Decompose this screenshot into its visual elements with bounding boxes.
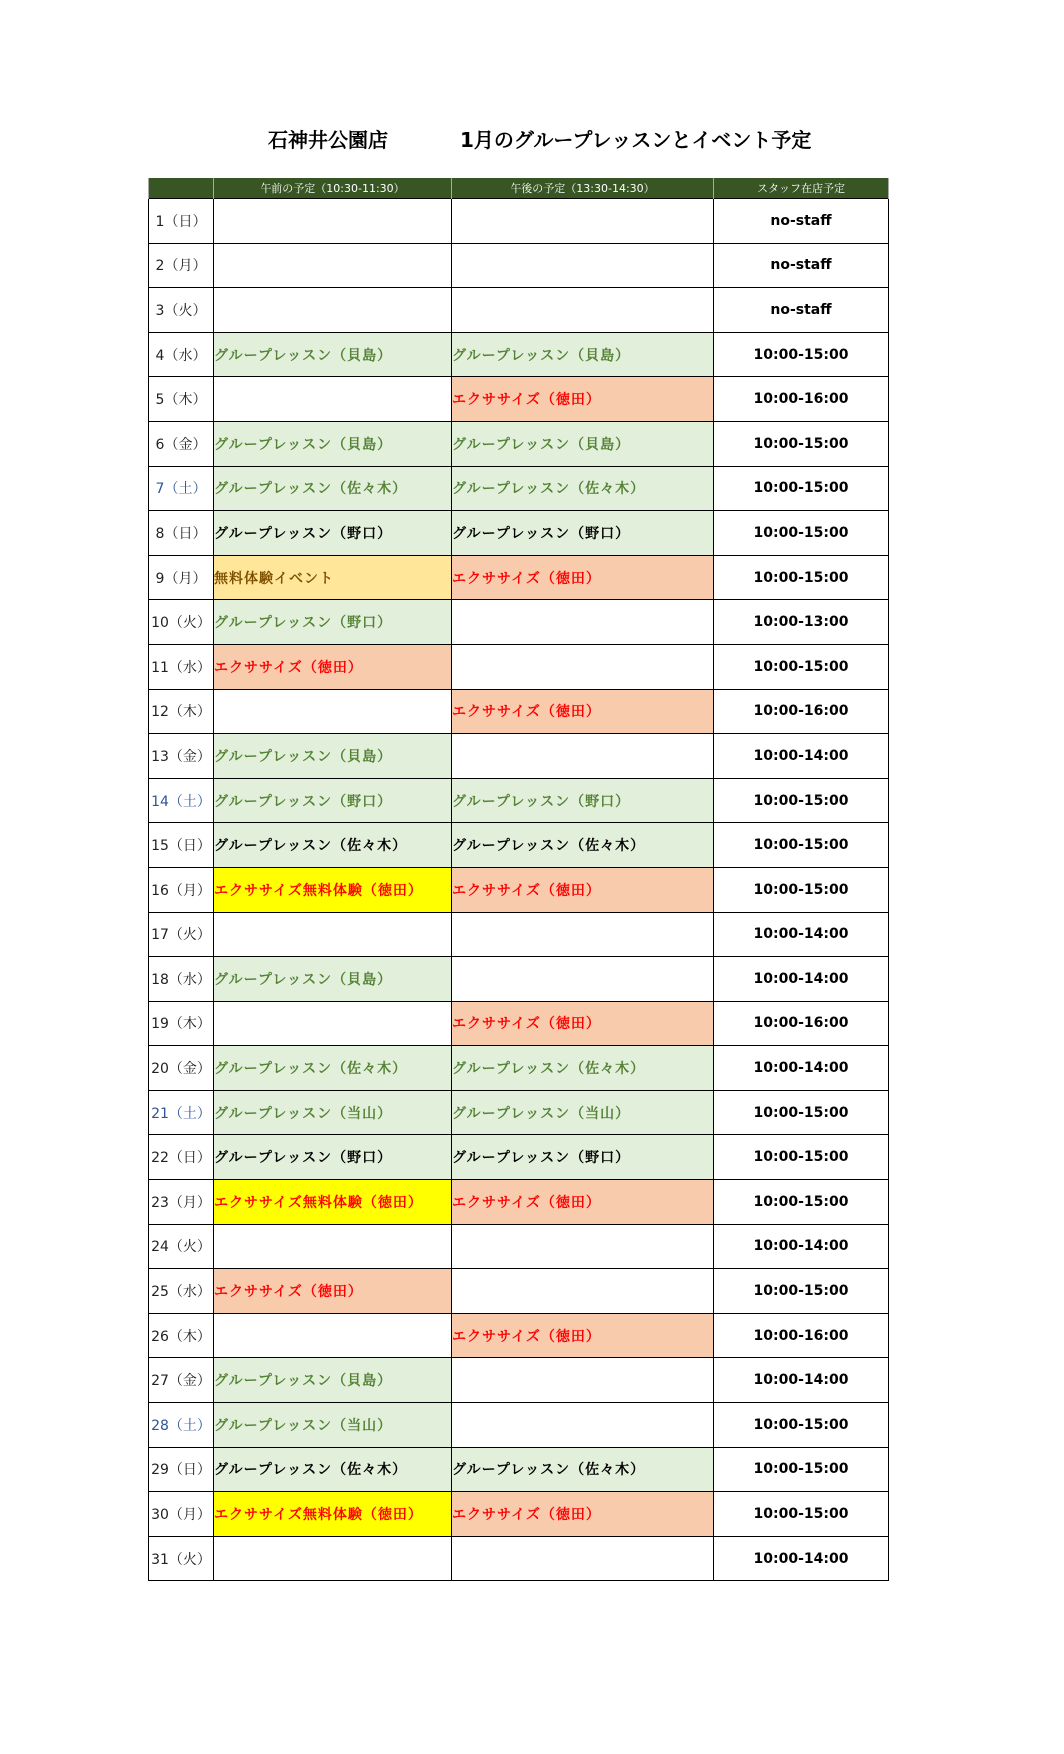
staff-hours-cell: 10:00-16:00 — [714, 1313, 889, 1358]
pm-schedule-cell — [452, 199, 714, 244]
pm-schedule-cell — [452, 957, 714, 1002]
day-cell: 8（日） — [149, 511, 214, 556]
pm-schedule-cell — [452, 1403, 714, 1448]
day-cell: 5（木） — [149, 377, 214, 422]
pm-schedule-cell: グループレッスン（佐々木） — [452, 823, 714, 868]
table-row — [149, 288, 889, 333]
pm-schedule-cell — [452, 1269, 714, 1314]
am-schedule-cell: エクササイズ無料体験（徳田） — [214, 1180, 452, 1225]
am-schedule-cell: エクササイズ（徳田） — [214, 644, 452, 689]
table-row — [149, 1403, 889, 1448]
staff-hours-cell: 10:00-15:00 — [714, 823, 889, 868]
staff-hours-cell: 10:00-15:00 — [714, 421, 889, 466]
staff-hours-cell: 10:00-15:00 — [714, 1090, 889, 1135]
store-name: 石神井公園店 — [268, 128, 388, 152]
day-cell: 4（水） — [149, 332, 214, 377]
day-cell: 11（水） — [149, 644, 214, 689]
staff-hours-cell: 10:00-15:00 — [714, 1403, 889, 1448]
am-schedule-cell — [214, 689, 452, 734]
am-schedule-cell: エクササイズ無料体験（徳田） — [214, 867, 452, 912]
staff-hours-cell: 10:00-14:00 — [714, 912, 889, 957]
table-row — [149, 421, 889, 466]
pm-schedule-cell: グループレッスン（野口） — [452, 511, 714, 556]
pm-schedule-cell: エクササイズ（徳田） — [452, 377, 714, 422]
table-row — [149, 243, 889, 288]
day-cell: 13（金） — [149, 734, 214, 779]
page-title: 1月のグループレッスンとイベント予定 — [460, 128, 812, 152]
day-cell: 2（月） — [149, 243, 214, 288]
day-cell: 26（木） — [149, 1313, 214, 1358]
pm-schedule-cell — [452, 1358, 714, 1403]
day-cell: 16（月） — [149, 867, 214, 912]
day-cell: 9（月） — [149, 555, 214, 600]
header-am: 午前の予定（10:30-11:30） — [214, 178, 452, 199]
table-row — [149, 1447, 889, 1492]
header-staff: スタッフ在店予定 — [714, 178, 889, 199]
staff-hours-cell: 10:00-15:00 — [714, 778, 889, 823]
day-cell: 23（月） — [149, 1180, 214, 1225]
day-cell: 15（日） — [149, 823, 214, 868]
table-row — [149, 734, 889, 779]
am-schedule-cell: グループレッスン（貝島） — [214, 957, 452, 1002]
staff-hours-cell: 10:00-14:00 — [714, 1224, 889, 1269]
day-cell: 25（水） — [149, 1269, 214, 1314]
am-schedule-cell: グループレッスン（貝島） — [214, 421, 452, 466]
staff-hours-cell: 10:00-14:00 — [714, 734, 889, 779]
header-day — [149, 178, 214, 199]
day-cell: 18（水） — [149, 957, 214, 1002]
am-schedule-cell — [214, 1224, 452, 1269]
day-cell: 28（土） — [149, 1403, 214, 1448]
staff-hours-cell: 10:00-14:00 — [714, 1046, 889, 1091]
table-row — [149, 957, 889, 1002]
day-cell: 29（日） — [149, 1447, 214, 1492]
am-schedule-cell: グループレッスン（当山） — [214, 1090, 452, 1135]
table-row — [149, 555, 889, 600]
am-schedule-cell: グループレッスン（佐々木） — [214, 1447, 452, 1492]
staff-hours-cell: 10:00-15:00 — [714, 555, 889, 600]
table-row — [149, 867, 889, 912]
am-schedule-cell: グループレッスン（貝島） — [214, 734, 452, 779]
table-row — [149, 1313, 889, 1358]
am-schedule-cell — [214, 243, 452, 288]
table-row — [149, 511, 889, 556]
table-row — [149, 778, 889, 823]
table-row — [149, 1224, 889, 1269]
am-schedule-cell: グループレッスン（野口） — [214, 600, 452, 645]
day-cell: 24（火） — [149, 1224, 214, 1269]
am-schedule-cell: グループレッスン（野口） — [214, 511, 452, 556]
pm-schedule-cell: エクササイズ（徳田） — [452, 867, 714, 912]
table-row — [149, 823, 889, 868]
am-schedule-cell: グループレッスン（佐々木） — [214, 466, 452, 511]
pm-schedule-cell: エクササイズ（徳田） — [452, 1492, 714, 1537]
pm-schedule-cell — [452, 644, 714, 689]
staff-hours-cell: no-staff — [714, 243, 889, 288]
day-cell: 31（火） — [149, 1536, 214, 1581]
day-cell: 17（火） — [149, 912, 214, 957]
table-row — [149, 1358, 889, 1403]
staff-hours-cell: 10:00-14:00 — [714, 1536, 889, 1581]
day-cell: 3（火） — [149, 288, 214, 333]
am-schedule-cell — [214, 912, 452, 957]
pm-schedule-cell: グループレッスン（当山） — [452, 1090, 714, 1135]
schedule-body — [149, 199, 889, 1581]
staff-hours-cell: 10:00-16:00 — [714, 689, 889, 734]
pm-schedule-cell: エクササイズ（徳田） — [452, 1001, 714, 1046]
day-cell: 10（火） — [149, 600, 214, 645]
table-row — [149, 912, 889, 957]
table-row — [149, 466, 889, 511]
table-row — [149, 600, 889, 645]
staff-hours-cell: 10:00-15:00 — [714, 1180, 889, 1225]
am-schedule-cell — [214, 288, 452, 333]
am-schedule-cell: グループレッスン（佐々木） — [214, 823, 452, 868]
am-schedule-cell: エクササイズ（徳田） — [214, 1269, 452, 1314]
pm-schedule-cell: エクササイズ（徳田） — [452, 1180, 714, 1225]
header-pm: 午後の予定（13:30-14:30） — [452, 178, 714, 199]
table-row — [149, 1001, 889, 1046]
am-schedule-cell: グループレッスン（貝島） — [214, 1358, 452, 1403]
staff-hours-cell: 10:00-15:00 — [714, 1447, 889, 1492]
staff-hours-cell: 10:00-15:00 — [714, 1135, 889, 1180]
pm-schedule-cell — [452, 912, 714, 957]
table-row — [149, 1046, 889, 1091]
table-row — [149, 1269, 889, 1314]
staff-hours-cell: 10:00-15:00 — [714, 332, 889, 377]
am-schedule-cell — [214, 1001, 452, 1046]
am-schedule-cell: グループレッスン（貝島） — [214, 332, 452, 377]
am-schedule-cell: グループレッスン（野口） — [214, 778, 452, 823]
day-cell: 20（金） — [149, 1046, 214, 1091]
pm-schedule-cell: グループレッスン（貝島） — [452, 421, 714, 466]
pm-schedule-cell — [452, 1224, 714, 1269]
pm-schedule-cell: グループレッスン（佐々木） — [452, 1046, 714, 1091]
table-row — [149, 689, 889, 734]
pm-schedule-cell — [452, 288, 714, 333]
am-schedule-cell: グループレッスン（野口） — [214, 1135, 452, 1180]
pm-schedule-cell: エクササイズ（徳田） — [452, 689, 714, 734]
table-row — [149, 644, 889, 689]
staff-hours-cell: 10:00-13:00 — [714, 600, 889, 645]
table-row — [149, 1492, 889, 1537]
am-schedule-cell — [214, 377, 452, 422]
staff-hours-cell: 10:00-16:00 — [714, 377, 889, 422]
day-cell: 19（木） — [149, 1001, 214, 1046]
staff-hours-cell: 10:00-15:00 — [714, 1269, 889, 1314]
staff-hours-cell: 10:00-15:00 — [714, 466, 889, 511]
pm-schedule-cell — [452, 1536, 714, 1581]
table-row — [149, 1180, 889, 1225]
staff-hours-cell: 10:00-14:00 — [714, 1358, 889, 1403]
day-cell: 12（木） — [149, 689, 214, 734]
pm-schedule-cell: エクササイズ（徳田） — [452, 555, 714, 600]
am-schedule-cell: 無料体験イベント — [214, 555, 452, 600]
staff-hours-cell: no-staff — [714, 199, 889, 244]
pm-schedule-cell — [452, 600, 714, 645]
day-cell: 6（金） — [149, 421, 214, 466]
table-row — [149, 1536, 889, 1581]
staff-hours-cell: 10:00-15:00 — [714, 644, 889, 689]
am-schedule-cell: エクササイズ無料体験（徳田） — [214, 1492, 452, 1537]
pm-schedule-cell: エクササイズ（徳田） — [452, 1313, 714, 1358]
am-schedule-cell — [214, 1313, 452, 1358]
staff-hours-cell: 10:00-16:00 — [714, 1001, 889, 1046]
schedule-table — [148, 178, 889, 1581]
am-schedule-cell: グループレッスン（佐々木） — [214, 1046, 452, 1091]
staff-hours-cell: no-staff — [714, 288, 889, 333]
pm-schedule-cell: グループレッスン（貝島） — [452, 332, 714, 377]
day-cell: 22（日） — [149, 1135, 214, 1180]
day-cell: 1（日） — [149, 199, 214, 244]
day-cell: 27（金） — [149, 1358, 214, 1403]
am-schedule-cell: グループレッスン（当山） — [214, 1403, 452, 1448]
pm-schedule-cell: グループレッスン（野口） — [452, 778, 714, 823]
table-row — [149, 1090, 889, 1135]
staff-hours-cell: 10:00-15:00 — [714, 511, 889, 556]
day-cell: 30（月） — [149, 1492, 214, 1537]
pm-schedule-cell: グループレッスン（佐々木） — [452, 466, 714, 511]
am-schedule-cell — [214, 199, 452, 244]
page-title-bar — [0, 124, 1064, 156]
pm-schedule-cell: グループレッスン（佐々木） — [452, 1447, 714, 1492]
day-cell: 7（土） — [149, 466, 214, 511]
table-row — [149, 1135, 889, 1180]
table-row — [149, 332, 889, 377]
am-schedule-cell — [214, 1536, 452, 1581]
table-row — [149, 377, 889, 422]
table-row — [149, 199, 889, 244]
day-cell: 21（土） — [149, 1090, 214, 1135]
header-row — [149, 178, 889, 199]
pm-schedule-cell: グループレッスン（野口） — [452, 1135, 714, 1180]
staff-hours-cell: 10:00-15:00 — [714, 867, 889, 912]
day-cell: 14（土） — [149, 778, 214, 823]
pm-schedule-cell — [452, 734, 714, 779]
staff-hours-cell: 10:00-15:00 — [714, 1492, 889, 1537]
staff-hours-cell: 10:00-14:00 — [714, 957, 889, 1002]
pm-schedule-cell — [452, 243, 714, 288]
